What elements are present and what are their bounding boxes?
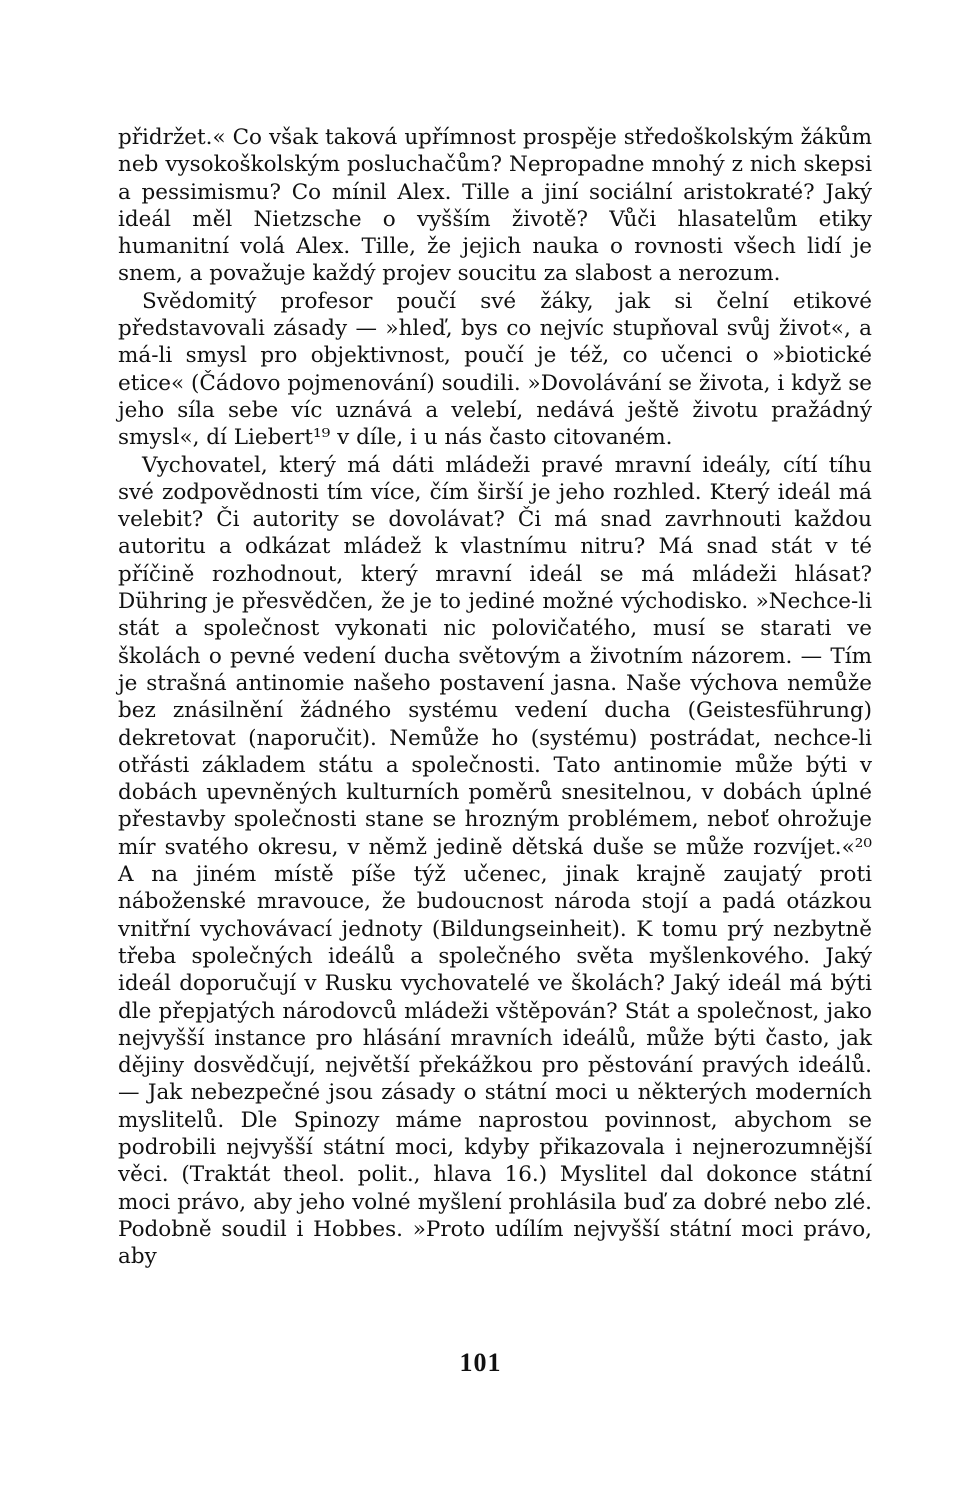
page-number: 101 <box>459 1348 502 1377</box>
paragraph-1: přidržet.« Co však taková upřímnost prospěje středoškolským žákům neb vysokoškolským posluchačům? Nepropadne mnohý z nich skepsi a pessimismu? Co mínil Alex. Tille a jiní sociální aristokraté? Jaký ideál měl Nietzsche o vyšším životě? Vůči hlasatelům etiky humanitní volá Alex. Tille, že jejich nauka o rovnosti všech lidí je snem, a považuje každý projev soucitu za slabost a nerozum. <box>118 125 872 287</box>
body-text <box>118 124 872 1270</box>
paragraph-3: Vychovatel, který má dáti mládeži pravé mravní ideály, cítí tíhu své zodpovědnosti tím více, čím širší je jeho rozhled. Který ideál má velebit? Či autority se dovolávat? Či má snad zavrhnouti každou autoritu a odkázat mládež k vlastnímu nitru? Má snad stát v té příčině rozhodnout, který mravní ideál se má mládeži hlásat? Dühring je přesvědčen, že je to jediné možné východisko. »Nechce-li stát a společnost vykonati nic polovičatého, musí se starati ve školách o pevné vedení ducha světovým a životním názorem. — Tím je strašná antinomie našeho postavení jasna. Naše výchova nemůže bez znásilnění žádného systému vedení ducha (Geistesführung) dekretovat (naporučit). Nemůže ho (systému) postrádat, nechce-li otřásti základem státu a společnosti. Tato antinomie může býti v dobách upevněných kulturních poměrů snesitelnou, v dobách úplné přestavby společnosti stane se hrozným problémem, neboť ohrožuje mír svatého okresu, v němž jedině dětská duše se může rozvíjet.«²⁰ A na jiném místě píše týž učenec, jinak krajně zaujatý proti náboženské mravouce, že budoucnost národa stojí a padá otázkou vnitřní vychovávací jednoty (Bildungseinheit). K tomu prý nezbytně třeba společných ideálů a společného světa myšlenkového. Jaký ideál doporučují v Rusku vychovatelé ve školách? Jaký ideál má býti dle přepjatých národovců mládeži vštěpován? Stát a společnost, jako nejvyšší instance pro hlásání mravních ideálů, může býti často, jak dějiny dosvědčují, největší překážkou pro pěstování pravých ideálů. — Jak nebezpečné jsou zásady o státní moci u některých moderních myslitelů. Dle Spinozy máme naprostou povinnost, abychom se podrobili nejvyšší státní moci, kdyby přikazovala i nejnerozumnější věci. (Traktát theol. polit., hlava 16.) Myslitel dal dokonce státní moci právo, aby jeho volné myšlení prohlásila buď za dobré nebo zlé. Podobně soudil i Hobbes. »Proto udílím nejvyšší státní moci právo, aby <box>118 452 872 1270</box>
paragraph-2: Svědomitý profesor poučí své žáky, jak si čelní etikové představovali zásady — »hleď, bys co nejvíc stupňoval svůj život«, a má-li smysl pro objektivnost, poučí je též, co učenci o »biotické etice« (Čádovo pojmenování) soudili. »Dovolávání se života, i když se jeho síla sebe víc uznává a velebí, nedává ještě životu pražádný smysl«, dí Liebert¹⁹ v díle, i u nás často citovaném. <box>118 288 872 451</box>
